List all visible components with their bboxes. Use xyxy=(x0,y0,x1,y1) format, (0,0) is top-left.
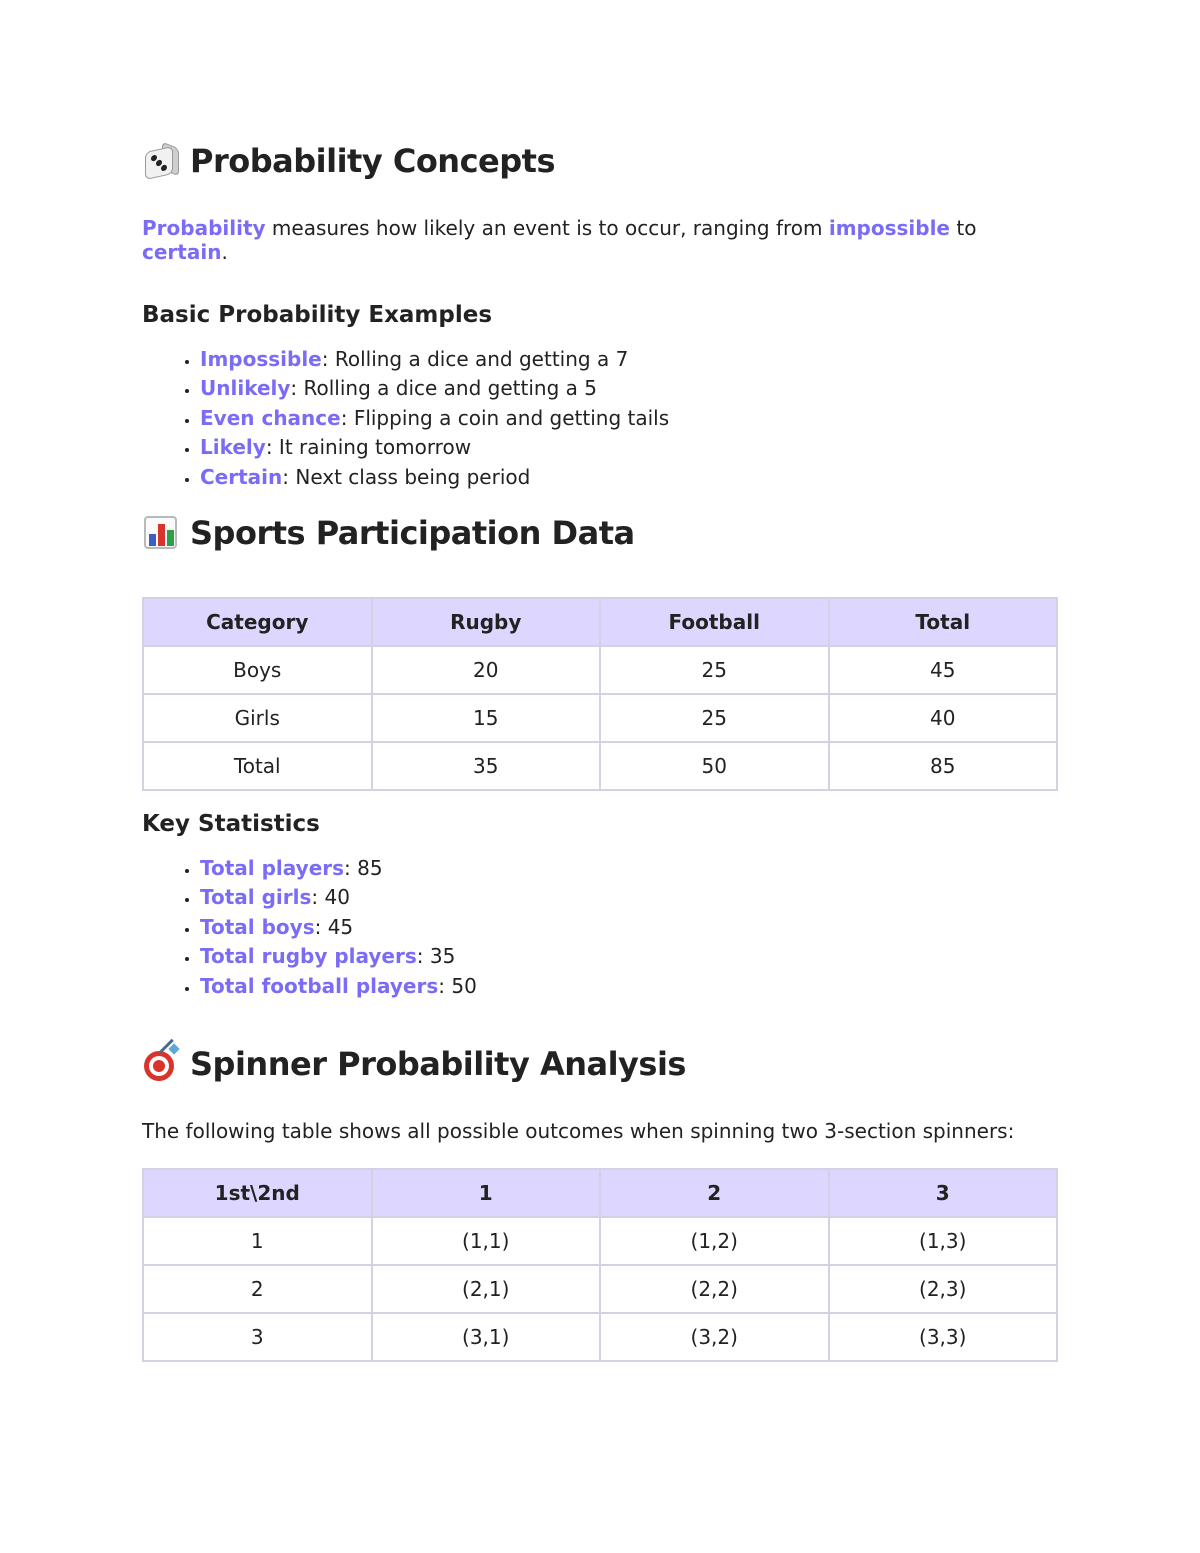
section-probability-concepts xyxy=(142,142,1058,492)
term-impossible: impossible xyxy=(828,216,950,240)
list-item-text: : 40 xyxy=(311,885,350,910)
table-header-cell: Football xyxy=(600,598,829,646)
list-item-text: : 35 xyxy=(416,944,456,969)
target-icon xyxy=(142,1045,180,1083)
term-certain: certain xyxy=(142,240,222,264)
heading-probability-concepts xyxy=(142,142,1058,180)
list-item-term: Total rugby players xyxy=(200,944,417,969)
table-cell: 25 xyxy=(600,694,829,742)
table-cell: 1 xyxy=(143,1217,372,1265)
probability-intro xyxy=(142,216,1058,264)
table-cell: 20 xyxy=(372,646,601,694)
table-cell: 85 xyxy=(829,742,1058,790)
list-item-term: Total girls xyxy=(200,885,312,910)
table-cell: Boys xyxy=(143,646,372,694)
list-item-term: Certain xyxy=(200,464,283,489)
table-cell: 40 xyxy=(829,694,1058,742)
list-item-text: : It raining tomorrow xyxy=(265,435,472,460)
table-cell: (3,3) xyxy=(829,1313,1058,1361)
list-item xyxy=(200,345,1058,374)
table-header-row xyxy=(143,598,1057,646)
table-cell: 3 xyxy=(143,1313,372,1361)
list-item xyxy=(200,972,1058,1001)
table-cell: Total xyxy=(143,742,372,790)
table-cell: (1,1) xyxy=(372,1217,601,1265)
table-row xyxy=(143,694,1057,742)
intro-text: measures how likely an event is to occur, ranging from xyxy=(265,216,829,240)
list-item-term: Even chance xyxy=(200,405,341,430)
list-item-term: Likely xyxy=(200,435,266,460)
section-sports-participation xyxy=(142,514,1058,791)
table-header-cell: Total xyxy=(829,598,1058,646)
list-item xyxy=(200,404,1058,433)
list-item-term: Total players xyxy=(200,856,345,880)
term-probability: Probability xyxy=(142,216,266,240)
table-cell: 50 xyxy=(600,742,829,790)
heading-spinner-analysis xyxy=(142,1045,1058,1083)
table-cell: (3,2) xyxy=(600,1313,829,1361)
table-cell: (2,1) xyxy=(372,1265,601,1313)
intro-text: . xyxy=(221,240,228,264)
heading-sports-participation xyxy=(142,514,1058,552)
intro-text: to xyxy=(950,216,977,240)
table-row xyxy=(143,1217,1057,1265)
spinner-table xyxy=(142,1168,1058,1362)
list-item xyxy=(200,463,1058,492)
list-item xyxy=(200,433,1058,462)
list-item-text: : Flipping a coin and getting tails xyxy=(340,405,670,430)
section-key-statistics xyxy=(142,811,1058,1001)
table-header-cell: Rugby xyxy=(372,598,601,646)
subheading-basic-examples: Basic Probability Examples xyxy=(142,302,493,328)
table-cell: (1,2) xyxy=(600,1217,829,1265)
table-row xyxy=(143,1313,1057,1361)
table-cell: 35 xyxy=(372,742,601,790)
table-header-cell: 1 xyxy=(372,1169,601,1217)
table-row xyxy=(143,646,1057,694)
heading-text: Spinner Probability Analysis xyxy=(190,1045,686,1083)
sports-table xyxy=(142,597,1058,791)
list-item-term: Impossible xyxy=(200,347,322,371)
table-cell: 15 xyxy=(372,694,601,742)
section-spinner-analysis xyxy=(142,1045,1058,1362)
list-item-text: : 45 xyxy=(314,914,354,939)
list-item-text: : Rolling a dice and getting a 7 xyxy=(321,347,629,371)
list-item xyxy=(200,854,1058,883)
list-item xyxy=(200,374,1058,403)
heading-text: Sports Participation Data xyxy=(190,514,635,552)
list-item-term: Total boys xyxy=(200,914,315,939)
bar-chart-icon xyxy=(142,514,180,552)
subheading-key-statistics: Key Statistics xyxy=(142,811,320,837)
table-row xyxy=(143,1265,1057,1313)
spinner-intro: The following table shows all possible outcomes when spinning two 3-section spinners: xyxy=(142,1119,1015,1143)
list-item-term: Total football players xyxy=(200,973,439,998)
list-item-text: : 50 xyxy=(438,973,477,998)
table-cell: 2 xyxy=(143,1265,372,1313)
list-item xyxy=(200,913,1058,942)
stats-list xyxy=(142,854,1058,1001)
table-header-cell: 2 xyxy=(600,1169,829,1217)
list-item-text: : Next class being period xyxy=(282,464,531,489)
table-cell: 25 xyxy=(600,646,829,694)
table-cell: Girls xyxy=(143,694,372,742)
list-item xyxy=(200,942,1058,971)
table-header-cell: 3 xyxy=(829,1169,1058,1217)
table-cell: (1,3) xyxy=(829,1217,1058,1265)
dice-icon xyxy=(142,142,180,180)
list-item-term: Unlikely xyxy=(200,376,291,401)
list-item xyxy=(200,883,1058,912)
table-row xyxy=(143,742,1057,790)
examples-list xyxy=(142,345,1058,492)
table-cell: (3,1) xyxy=(372,1313,601,1361)
table-cell: (2,3) xyxy=(829,1265,1058,1313)
list-item-text: : 85 xyxy=(344,856,383,880)
table-header-cell: 1st\2nd xyxy=(143,1169,372,1217)
heading-text: Probability Concepts xyxy=(190,142,555,180)
table-header-cell: Category xyxy=(143,598,372,646)
list-item-text: : Rolling a dice and getting a 5 xyxy=(290,376,597,401)
table-cell: 45 xyxy=(829,646,1058,694)
table-header-row xyxy=(143,1169,1057,1217)
table-cell: (2,2) xyxy=(600,1265,829,1313)
